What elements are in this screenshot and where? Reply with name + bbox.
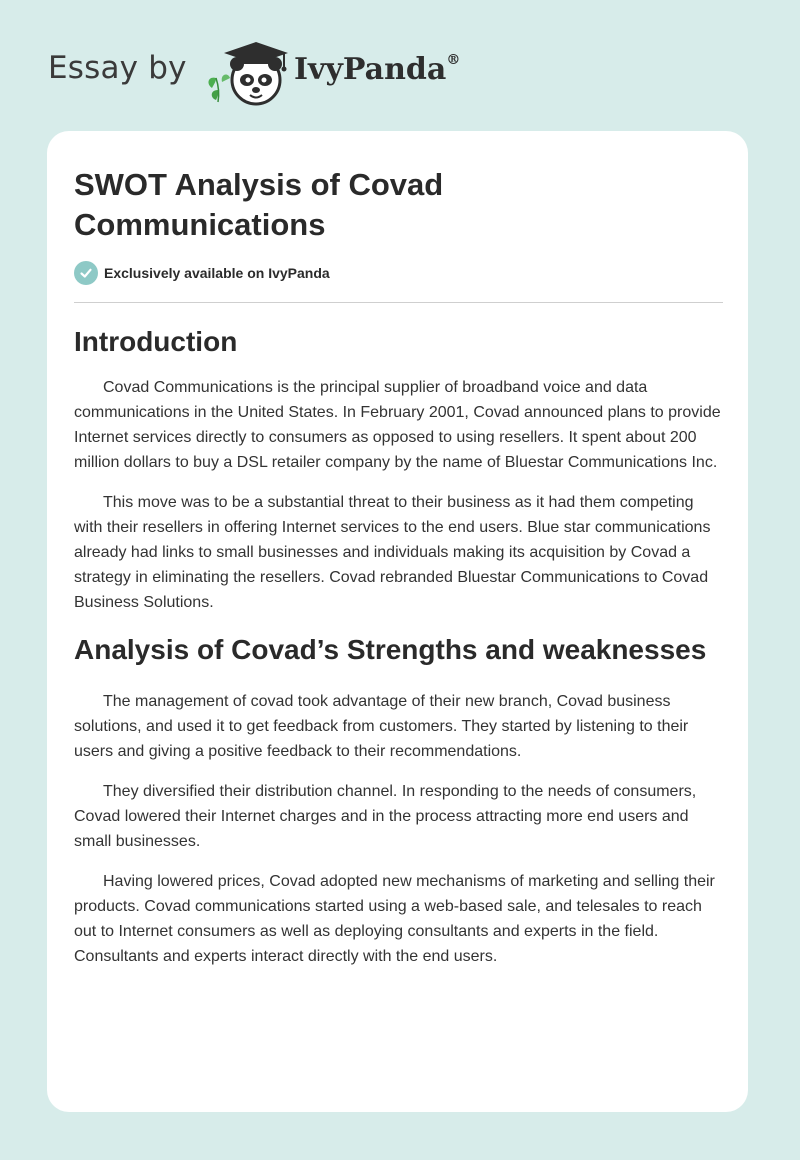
paragraph: This move was to be a substantial threat to their business as it had them competing with their resellers in offering Internet services to the end users. Blue star communications already had links to small businesses and individuals making its acquisition by Covad a strategy in eliminating the resellers. Covad rebranded Bluestar Communications to Covad Business Solutions. — [74, 494, 711, 611]
essay-body — [74, 322, 723, 984]
brand-prefix: Essay by — [48, 50, 187, 86]
section-heading-introduction: Introduction — [74, 326, 238, 357]
brand-header — [48, 30, 508, 110]
panda-graduate-logo-icon[interactable] — [204, 38, 294, 110]
title-divider — [74, 302, 723, 303]
essay-title: SWOT Analysis of Covad Communications — [74, 167, 444, 242]
paragraph: They diversified their distribution channel. In responding to the needs of consumers, Covad lowered their Internet charges and in the process attracting more end users and small businesses. — [74, 783, 697, 850]
essay-card — [47, 131, 748, 1112]
section-heading-analysis: Analysis of Covad’s Strengths and weaknesses — [74, 634, 707, 665]
paragraph: Having lowered prices, Covad adopted new mechanisms of marketing and selling their products. Covad communications started using a web-based sale, and telesales to reach out to Internet consumers as well as deploying consultants and experts in the field. Consultants and experts interact directly with the end users. — [74, 873, 715, 965]
ivy-leaf-icon — [209, 75, 230, 102]
brand-name-text: IvyPanda — [294, 52, 447, 87]
registered-mark: ® — [446, 52, 461, 68]
exclusive-badge — [74, 261, 330, 285]
check-icon — [74, 261, 98, 285]
paragraph: Covad Communications is the principal supplier of broadband voice and data communications in the United States. In February 2001, Covad announced plans to provide Internet services directly to consumers as opposed to using resellers. It spent about 200 million dollars to buy a DSL retailer company by the name of Bluestar Communications Inc. — [74, 379, 721, 471]
brand-name[interactable] — [294, 52, 460, 87]
paragraph: The management of covad took advantage of their new branch, Covad business solutions, and used it to get feedback from customers. They started by listening to their users and giving a positive feedback to their recommendations. — [74, 693, 689, 760]
exclusive-badge-label: Exclusively available on IvyPanda — [104, 265, 330, 281]
